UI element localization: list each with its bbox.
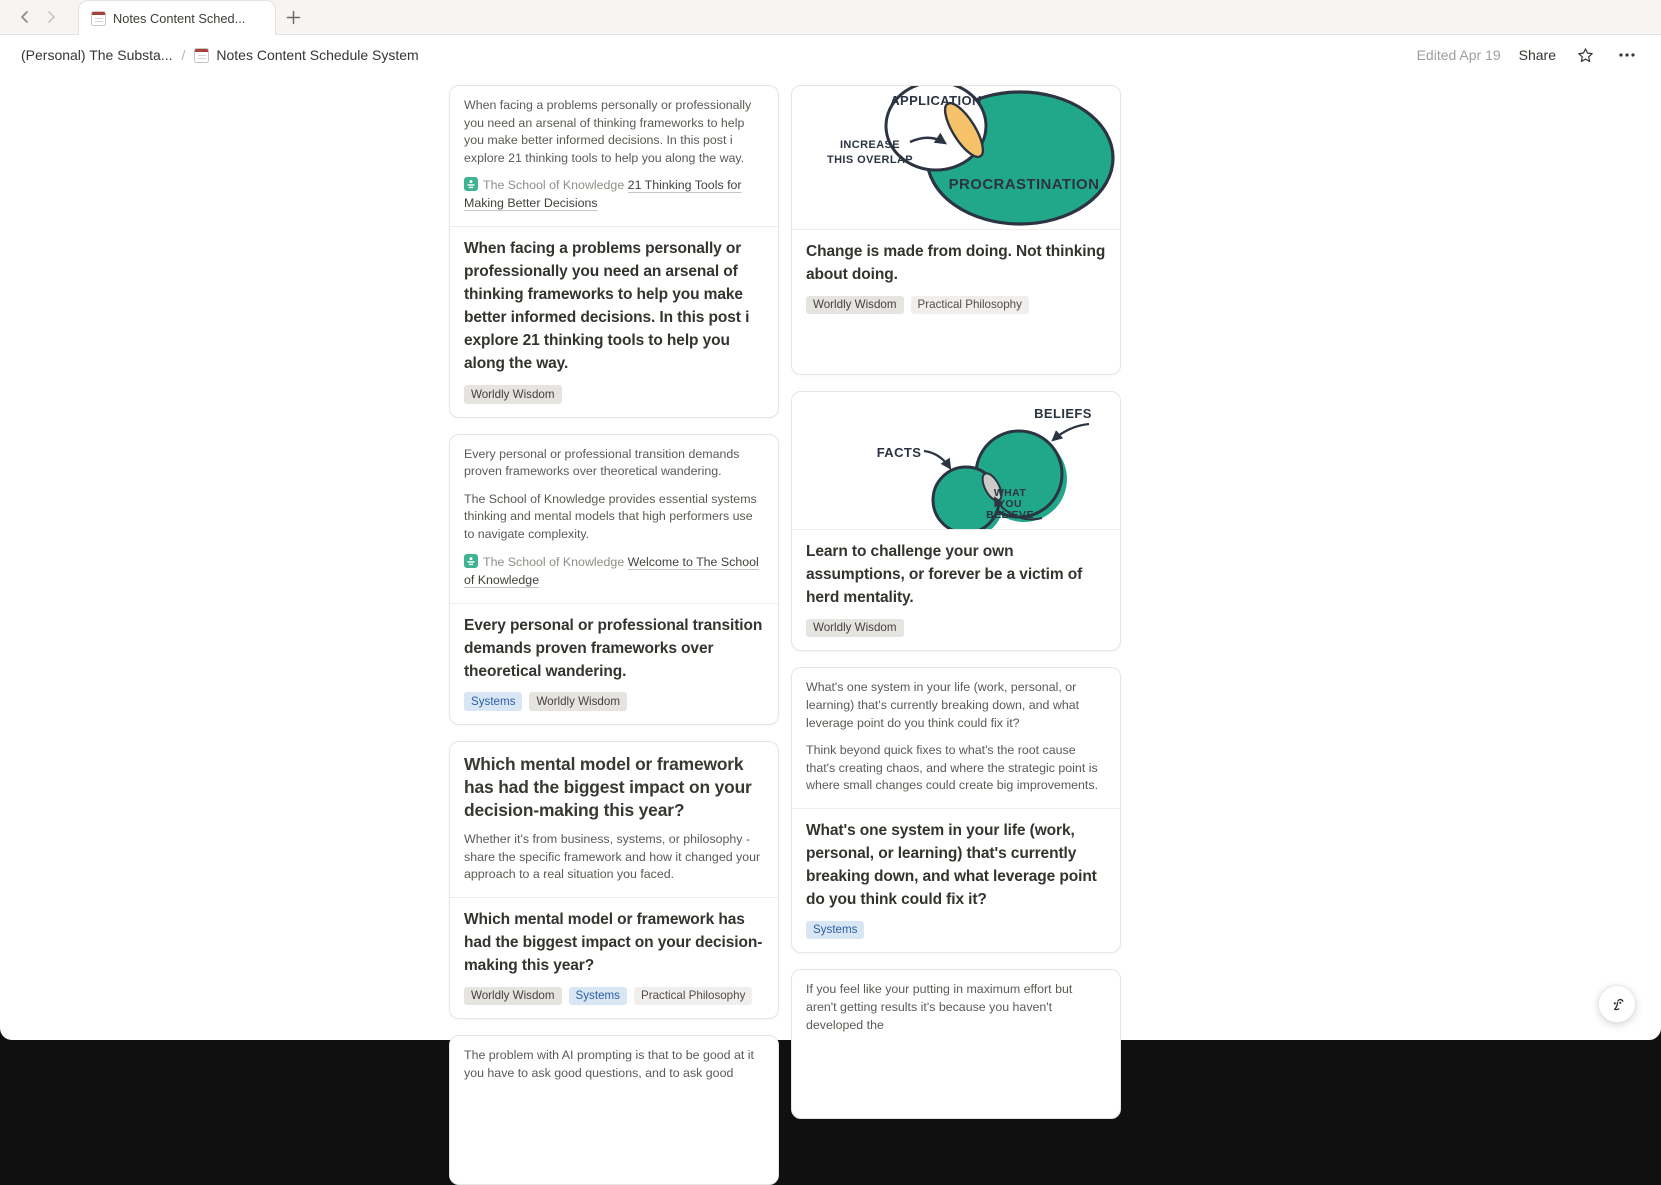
- link-welcome[interactable]: Welcome to The School of Knowledge: [464, 554, 759, 587]
- tag-list: [464, 692, 764, 711]
- breadcrumb-current[interactable]: [194, 47, 418, 63]
- label-believe: BELIEVE: [986, 509, 1034, 521]
- card-body: [792, 808, 1120, 952]
- tag-list: [806, 296, 1106, 315]
- tag-list: [806, 921, 1106, 940]
- page-header: [0, 35, 1661, 75]
- card-content-preview: [792, 668, 1120, 808]
- label-facts: FACTS: [876, 445, 922, 460]
- card-body: [792, 529, 1120, 650]
- preview-text: Think beyond quick fixes to what's the root cause that's creating chaos, and where the strategic point is where small changes could create big improvements.: [806, 743, 1099, 793]
- notion-ai-button[interactable]: [1598, 985, 1636, 1023]
- preview-text: Every personal or professional transition demands proven frameworks over theoretical wandering.: [464, 446, 740, 479]
- card-title: Change is made from doing. Not thinking about doing.: [806, 243, 1106, 283]
- tag-practical-philosophy: Practical Philosophy: [911, 296, 1029, 315]
- card-transition[interactable]: [449, 434, 779, 725]
- preview-text: If you feel like your putting in maximum effort but aren't getting results it's because you haven't developed the: [806, 982, 1073, 1032]
- tag-systems: Systems: [806, 921, 864, 940]
- note-icon: [194, 48, 209, 63]
- procrastination-venn-diagram: [792, 86, 1120, 229]
- facts-beliefs-venn-diagram: [792, 392, 1120, 529]
- star-icon: [1576, 46, 1595, 65]
- tag-worldly-wisdom: Worldly Wisdom: [464, 987, 562, 1006]
- new-tab-button[interactable]: [276, 0, 310, 34]
- card-cover-procrastination-diagram: [792, 86, 1120, 229]
- preview-heading: Which mental model or framework has had the biggest impact on your decision-making this year?: [464, 754, 752, 820]
- breadcrumb: [21, 47, 419, 63]
- preview-text: The problem with AI prompting is that to be good at it you have to ask good questions, and to ask good: [464, 1048, 754, 1080]
- card-max-effort[interactable]: [791, 969, 1121, 1119]
- card-title: What's one system in your life (work, personal, or learning) that's currently breaking down, and what leverage point do you think could fix it?: [806, 822, 1097, 908]
- tab-notes-content-schedule[interactable]: [78, 0, 276, 35]
- favorite-button[interactable]: [1574, 44, 1597, 67]
- card-title: Which mental model or framework has had the biggest impact on your decision-making this year?: [464, 910, 763, 974]
- link-mention: [464, 177, 764, 213]
- card-procrastination[interactable]: [791, 85, 1121, 375]
- label-this-overlap: THIS OVERLAP: [826, 154, 914, 166]
- label-what: WHAT: [993, 487, 1027, 499]
- note-icon: [91, 11, 106, 26]
- gallery-column-right: [791, 85, 1121, 1119]
- tag-worldly-wisdom: Worldly Wisdom: [806, 296, 904, 315]
- card-system-breakdown[interactable]: [791, 667, 1121, 953]
- card-body: [450, 603, 778, 724]
- card-title: When facing a problems personally or professionally you need an arsenal of thinking frameworks to help you make better informed decisions. In this post i explore 21 thinking tools to help you along the way.: [464, 240, 750, 373]
- link-thinking-tools[interactable]: 21 Thinking Tools for Making Better Decisions: [464, 178, 742, 211]
- card-mental-model[interactable]: [449, 741, 779, 1019]
- tag-practical-philosophy: Practical Philosophy: [634, 987, 752, 1006]
- card-content-preview: [450, 742, 778, 897]
- card-title: Every personal or professional transition demands proven frameworks over theoretical wandering.: [464, 616, 763, 680]
- more-options-button[interactable]: [1615, 43, 1639, 67]
- publication-favicon-icon: [464, 177, 478, 191]
- tag-worldly-wisdom: Worldly Wisdom: [529, 692, 627, 711]
- tag-list: [464, 385, 764, 404]
- tag-worldly-wisdom: Worldly Wisdom: [806, 619, 904, 638]
- arrow-facts: [924, 451, 950, 468]
- card-facts-beliefs[interactable]: [791, 391, 1121, 651]
- gallery-column-left: [449, 85, 779, 1185]
- share-button[interactable]: Share: [1518, 47, 1556, 63]
- card-content-preview: [450, 1036, 778, 1095]
- card-thinking-tools[interactable]: [449, 85, 779, 418]
- chevron-left-icon: [16, 8, 34, 26]
- card-body: [450, 226, 778, 416]
- tag-systems: Systems: [464, 692, 522, 711]
- card-cover-facts-beliefs-diagram: [792, 392, 1120, 529]
- ellipsis-icon: [1617, 45, 1637, 65]
- chevron-right-icon: [42, 8, 60, 26]
- tag-worldly-wisdom: Worldly Wisdom: [464, 385, 562, 404]
- card-content-preview: [792, 970, 1120, 1047]
- preview-text: The School of Knowledge provides essential systems thinking and mental models that high performers use to navigate complexity.: [464, 491, 757, 542]
- label-application: APPLICATION: [890, 93, 982, 108]
- back-button[interactable]: [12, 0, 38, 34]
- label-beliefs: BELIEFS: [1034, 406, 1092, 421]
- label-you: YOU: [998, 498, 1022, 510]
- plus-icon: [286, 10, 301, 25]
- preview-text: When facing a problems personally or professionally you need an arsenal of thinking frameworks to help you make better informed decisions. In this post i explore 21 thinking tools to help you along the way.: [464, 98, 752, 165]
- card-body: [792, 229, 1120, 374]
- card-body: [450, 897, 778, 1018]
- card-content-preview: [450, 435, 778, 603]
- preview-text: What's one system in your life (work, personal, or learning) that's currently breaking down, and what leverage point do you think could fix it?: [806, 680, 1080, 730]
- link-mention: [464, 554, 764, 590]
- link-source: The School of Knowledge: [483, 554, 625, 569]
- edited-timestamp: Edited Apr 19: [1416, 47, 1501, 63]
- header-actions: [1417, 43, 1639, 67]
- card-content-preview: [450, 86, 778, 226]
- arrow-beliefs: [1053, 424, 1089, 440]
- tag-list: [806, 619, 1106, 638]
- breadcrumb-parent[interactable]: (Personal) The Substa...: [21, 47, 173, 63]
- breadcrumb-separator: /: [181, 47, 186, 63]
- ai-face-icon: [1606, 993, 1628, 1015]
- forward-button[interactable]: [38, 0, 64, 34]
- card-ai-prompting[interactable]: [449, 1035, 779, 1185]
- label-procrastination: PROCRASTINATION: [948, 176, 1100, 193]
- tab-title: Notes Content Sched...: [113, 10, 246, 26]
- tag-list: [464, 987, 764, 1006]
- publication-favicon-icon: [464, 554, 478, 568]
- label-increase: INCREASE: [839, 139, 901, 151]
- link-source: The School of Knowledge: [483, 178, 625, 193]
- tag-systems: Systems: [569, 987, 627, 1006]
- tab-bar: [0, 0, 1661, 35]
- page-title: Notes Content Schedule System: [216, 47, 419, 63]
- card-title: Learn to challenge your own assumptions, or forever be a victim of herd mentality.: [806, 543, 1083, 606]
- preview-text: Whether it's from business, systems, or philosophy - share the specific framework and how it changed your approach to a real situation you faced.: [464, 831, 761, 882]
